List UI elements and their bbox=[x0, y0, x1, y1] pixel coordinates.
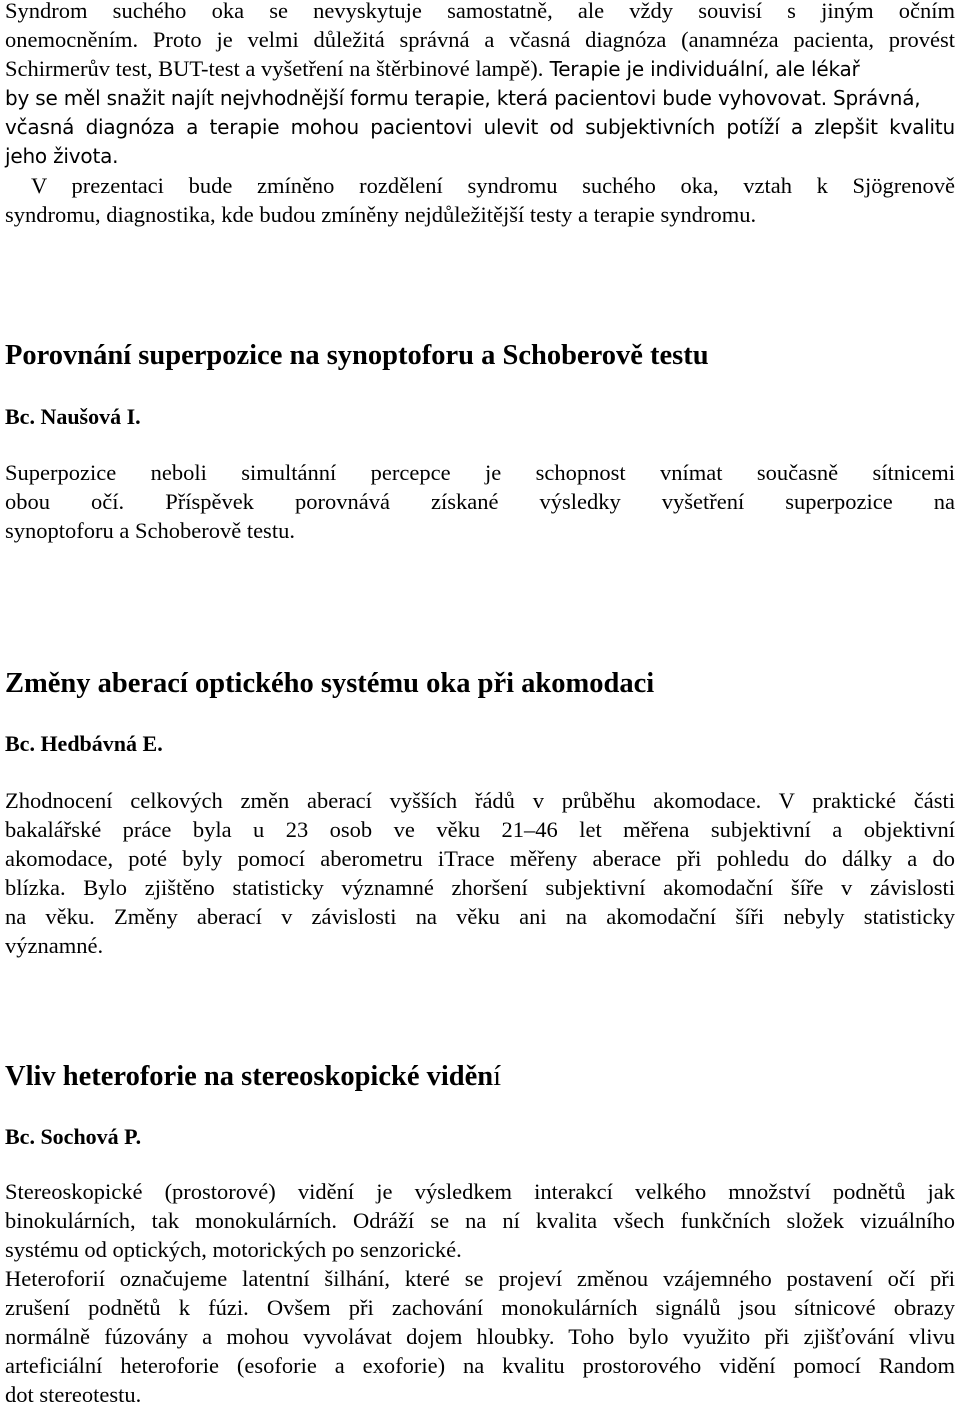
section-body bbox=[5, 1177, 955, 1409]
body-line: Zhodnocení celkových změn aberací vyšších řádů v průběhu akomodace. V praktické části bbox=[5, 788, 955, 813]
body-line: systému od optických, motorických po senzorické. bbox=[5, 1237, 462, 1262]
section-author: Bc. Hedbávná E. bbox=[5, 731, 163, 756]
section-author: Bc. Naušová I. bbox=[5, 404, 141, 429]
section-body bbox=[5, 786, 955, 960]
intro-line: by se měl snažit najít nejvhodnější formu terapie, která pacientovi bude vyhovovat. Správná, bbox=[5, 86, 921, 110]
intro-line: Schirmerův test, BUT-test a vyšetření na štěrbinové lampě). bbox=[5, 56, 544, 81]
intro-line: onemocněním. Proto je velmi důležitá správná a včasná diagnóza (anamnéza pacienta, provést bbox=[5, 27, 955, 52]
body-line: normálně fúzovány a mohou vyvolávat dojem hloubky. Toho bylo využito při zjišťování vlivu bbox=[5, 1324, 955, 1349]
body-line: binokulárních, tak monokulárních. Odráží se na ní kvalita všech funkčních složek vizuálního bbox=[5, 1208, 955, 1233]
section-title: Vliv heteroforie na stereoskopické vidění bbox=[5, 1061, 502, 1092]
body-line: akomodace, poté byly pomocí aberometru iTrace měřeny aberace při pohledu do dálky a do bbox=[5, 846, 955, 871]
body-line: zrušení podnětů k fúzi. Ovšem při zachování monokulárních signálů jsou sítnicové obrazy bbox=[5, 1295, 955, 1320]
intro-line: syndromu, diagnostika, kde budou zmíněny nejdůležitější testy a terapie syndromu. bbox=[5, 202, 757, 227]
intro-line: Syndrom suchého oka se nevyskytuje samostatně, ale vždy souvisí s jiným očním bbox=[5, 0, 955, 23]
section-title: Změny aberací optického systému oka při akomodaci bbox=[5, 668, 655, 699]
section-body bbox=[5, 458, 955, 545]
intro-line: V prezentaci bude zmíněno rozdělení syndromu suchého oka, vztah k Sjögrenově bbox=[31, 173, 955, 198]
intro-line: Terapie je individuální, ale lékař bbox=[543, 57, 860, 81]
body-line: arteficiální heteroforie (esoforie a exoforie) na kvalitu prostorového vidění pomocí Random bbox=[5, 1353, 955, 1378]
body-line: Superpozice neboli simultánní percepce je schopnost vnímat současně sítnicemi bbox=[5, 460, 955, 485]
body-line: obou očí. Příspěvek porovnává získané výsledky vyšetření superpozice na bbox=[5, 489, 955, 514]
intro-paragraph bbox=[5, 0, 955, 229]
body-line: na věku. Změny aberací v závislosti na věku ani na akomodační šíři nebyly statisticky bbox=[5, 904, 955, 929]
intro-line: včasná diagnóza a terapie mohou pacientovi ulevit od subjektivních potíží a zlepšit kvalitu bbox=[5, 115, 955, 139]
section-author: Bc. Sochová P. bbox=[5, 1124, 142, 1149]
body-line: dot stereotestu. bbox=[5, 1382, 142, 1407]
body-line: bakalářské práce byla u 23 osob ve věku 21–46 let měřena subjektivní a objektivní bbox=[5, 817, 955, 842]
body-line: Heteroforií označujeme latentní šilhání, které se projeví změnou vzájemného postavení očí při bbox=[5, 1266, 955, 1291]
body-line: synoptoforu a Schoberově testu. bbox=[5, 518, 295, 543]
intro-line: jeho života. bbox=[5, 144, 119, 168]
body-line: Stereoskopické (prostorové) vidění je výsledkem interakcí velkého množství podnětů jak bbox=[5, 1179, 955, 1204]
body-line: blízka. Bylo zjištěno statisticky významné zhoršení subjektivní akomodační šíře v závislosti bbox=[5, 875, 955, 900]
body-line: významné. bbox=[5, 933, 104, 958]
section-title: Porovnání superpozice na synoptoforu a Schoberově testu bbox=[5, 340, 709, 371]
